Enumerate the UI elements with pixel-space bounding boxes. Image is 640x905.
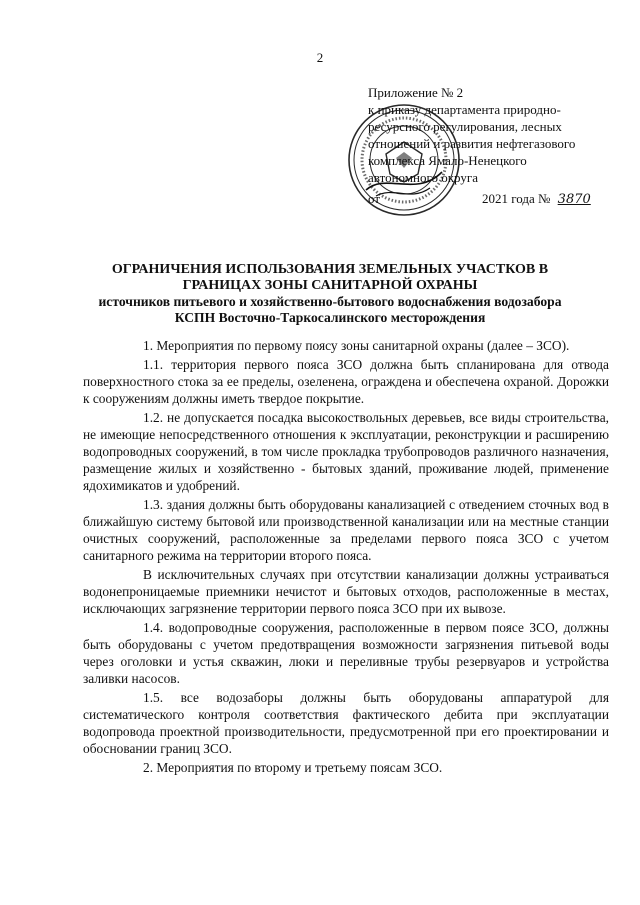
annex-block	[368, 84, 618, 186]
title-line-2: источников питьевого и хозяйственно-бытового водоснабжения водозабора КСПН Восточно-Таркосалинского месторождения	[98, 294, 562, 325]
page-number: 2	[316, 50, 324, 65]
order-number: 3870	[557, 192, 591, 207]
paragraph: 1. Мероприятия по первому поясу зоны санитарной охраны (далее – ЗСО).	[143, 338, 570, 353]
document-title	[80, 262, 580, 326]
annex-line: комплекса Ямало-Ненецкого	[368, 153, 527, 168]
document-body	[83, 337, 609, 778]
paragraph: 2. Мероприятия по второму и третьему поясам ЗСО.	[143, 760, 443, 775]
annex-date	[368, 191, 591, 207]
date-prefix: от	[368, 191, 381, 206]
paragraph: 1.3. здания должны быть оборудованы канализацией с отведением сточных вод в ближайшую систему бытовой или производственной канализации или на местные станции очистных сооружений, расположенные за пределами первого пояса ЗСО с учетом санитарного режима на территории второго пояса.	[83, 497, 609, 563]
paragraph: 1.2. не допускается посадка высокоствольных деревьев, все виды строительства, не имеющие непосредственного отношения к эксплуатации, реконструкции и расширению водопроводных сооружений, в том числе прокладка трубопроводов различного назначения, размещение жилых и хозяйственно - бытовых зданий, проживание людей, применение ядохимикатов и удобрений.	[83, 410, 609, 493]
date-text: 2021 года №	[482, 191, 551, 206]
paragraph: 1.5. все водозаборы должны быть оборудованы аппаратурой для систематического контроля соответствия фактического дебита при эксплуатации водопровода проектной производительности, предусмотренной при его проектировании и обосновании границ ЗСО.	[83, 690, 609, 756]
paragraph: 1.1. территория первого пояса ЗСО должна быть спланирована для отвода поверхностного стока за ее пределы, озеленена, ограждена и обеспечена охраной. Дорожки к сооружениям должны иметь твердое покрытие.	[83, 357, 609, 406]
annex-line: ресурсного регулирования, лесных	[368, 119, 562, 134]
paragraph: 1.4. водопроводные сооружения, расположенные в первом поясе ЗСО, должны быть оборудованы с учетом предотвращения возможности загрязнения питьевой воды через оголовки и устья скважин, люки и переливные трубы резервуаров и устройства заливки насосов.	[83, 620, 609, 686]
title-line-1: ОГРАНИЧЕНИЯ ИСПОЛЬЗОВАНИЯ ЗЕМЕЛЬНЫХ УЧАСТКОВ В ГРАНИЦАХ ЗОНЫ САНИТАРНОЙ ОХРАНЫ	[111, 262, 549, 293]
annex-line: к приказу департамента природно-	[368, 102, 561, 117]
annex-title: Приложение № 2	[368, 85, 464, 100]
annex-line: автономного округа	[368, 170, 478, 185]
annex-line: отношений и развития нефтегазового	[368, 136, 576, 151]
paragraph: В исключительных случаях при отсутствии канализации должны устраиваться водонепроницаемые приемники нечистот и бытовых отходов, расположенные в местах, исключающих загрязнение территории первого пояса ЗСО при их вывозе.	[83, 567, 609, 616]
